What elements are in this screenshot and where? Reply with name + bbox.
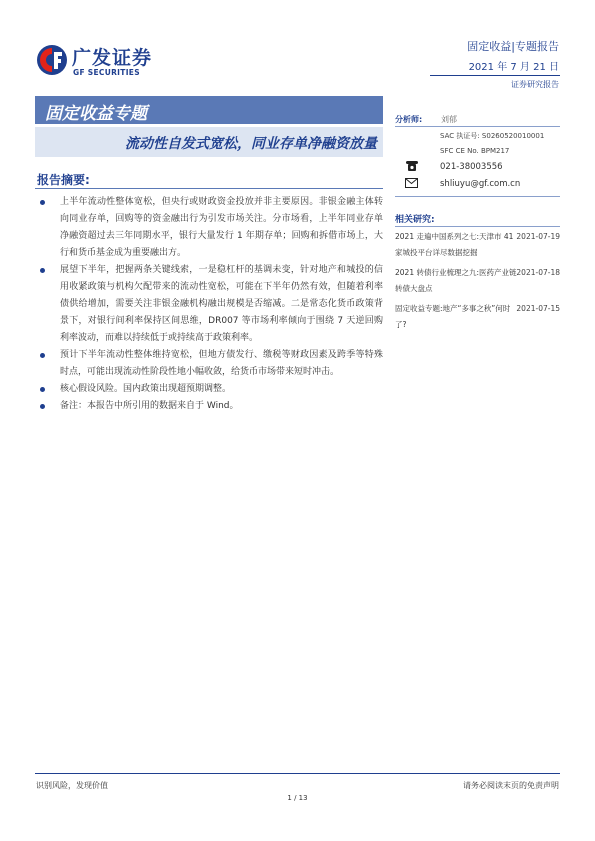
series-title: 固定收益专题 xyxy=(45,104,147,124)
header-divider xyxy=(430,75,560,76)
sac-number: SAC 执证号: S0260520010001 xyxy=(440,132,545,140)
related-list xyxy=(395,229,560,333)
title-banner xyxy=(35,127,383,157)
related-item[interactable] xyxy=(395,265,560,297)
report-category: 固定收益|专题报告 xyxy=(467,40,559,53)
related-item[interactable] xyxy=(395,301,560,333)
related-item-title[interactable]: 2021 走遍中国系列之七:天津市 41 家城投平台详尽数据挖掘 xyxy=(395,232,514,257)
summary-item: 预计下半年流动性整体维持宽松，但地方债发行、缴税等财政因素及跨季等特殊时点，可能出现流动性阶段性地小幅收敛，给货币市场带来短时冲击。 xyxy=(38,347,383,381)
summary-item: 展望下半年，把握两条关键线索，一是稳杠杆的基调未变，针对地产和城投的信用收紧政策与机构欠配带来的流动性宽松，可能在下半年仍然有效，但随着利率债供给增加，需要关注非银金融机构融出规模是否缩减。二是常态化货币政策背景下，对银行间利率保持区间思维，DR007 等市场利率倾向于围绕 7 天逆回购利率波动，而难以持续低于或持续高于政策利率。 xyxy=(38,262,383,347)
analyst-email[interactable]: shliuyu@gf.com.cn xyxy=(440,179,521,189)
series-banner xyxy=(35,96,383,124)
summary-item: 上半年流动性整体宽松，但央行或财政资金投放并非主要原因。非银金融主体转向同业存单，回购等的资金融出行为引发市场关注。分市场看，上半年同业存单净融资超过去三年同期水平，银行大量发行 1 年期存单；回购和拆借市场上，大行和货币基金成为重要融出方。 xyxy=(38,194,383,262)
related-item-title[interactable]: 固定收益专题:地产“多事之秋”何时了? xyxy=(395,304,511,329)
report-date: 2021 年 7 月 21 日 xyxy=(468,62,559,73)
related-heading: 相关研究: xyxy=(395,215,435,225)
footer-slogan: 识别风险，发现价值 xyxy=(36,781,108,790)
contact-divider xyxy=(395,196,560,197)
logo-english-text: GF SECURITIES xyxy=(73,68,140,77)
phone-icon xyxy=(405,160,419,172)
footer-divider xyxy=(35,773,560,774)
footer-disclaimer: 请务必阅读末页的免责声明 xyxy=(463,781,559,790)
bullet-dot-icon xyxy=(40,404,45,409)
summary-divider xyxy=(35,188,383,189)
summary-item: 核心假设风险。国内政策出现超预期调整。 xyxy=(38,381,383,398)
related-item-title[interactable]: 2021 转债行业梳理之九:医药产业链转债大盘点 xyxy=(395,268,517,293)
analyst-label: 分析师: xyxy=(395,115,423,124)
analyst-name: 刘郁 xyxy=(441,115,457,124)
page-number: 1 / 13 xyxy=(287,794,308,802)
report-department: 证券研究报告 xyxy=(511,80,559,89)
report-title: 流动性自发式宽松，同业存单净融资放量 xyxy=(125,136,377,152)
gf-logo-icon xyxy=(36,44,68,76)
related-item[interactable] xyxy=(395,229,560,261)
related-item-date: 2021-07-15 xyxy=(516,304,560,313)
logo-text: 广发证券 xyxy=(72,47,153,69)
related-item-date: 2021-07-19 xyxy=(516,232,560,241)
bullet-dot-icon xyxy=(40,268,45,273)
analyst-phone: 021-38003556 xyxy=(440,162,503,172)
related-item-date: 2021-07-18 xyxy=(516,268,560,277)
summary-heading: 报告摘要: xyxy=(37,173,90,187)
analyst-divider xyxy=(395,126,560,127)
bullet-dot-icon xyxy=(40,200,45,205)
summary-item: 备注：本报告中所引用的数据来自于 Wind。 xyxy=(38,398,383,415)
summary-list xyxy=(38,194,383,415)
related-divider xyxy=(395,226,560,227)
mail-icon xyxy=(405,178,418,188)
sfc-number: SFC CE No. BPM217 xyxy=(440,147,510,155)
bullet-dot-icon xyxy=(40,387,45,392)
bullet-dot-icon xyxy=(40,353,45,358)
